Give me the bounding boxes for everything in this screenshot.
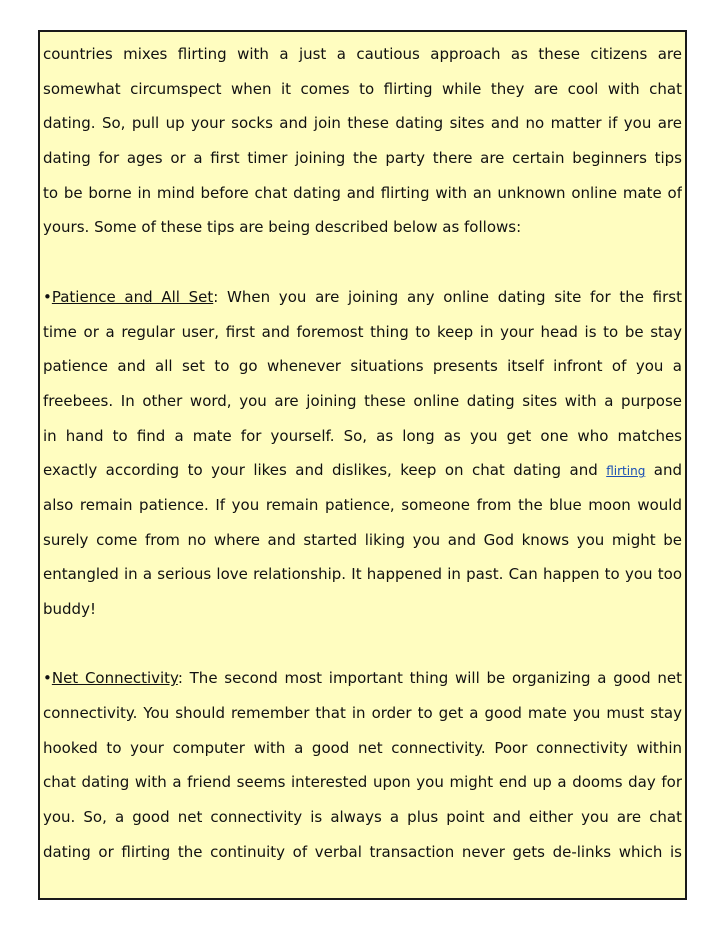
text-line: countries mixes flirting with a just a cautious approach as these citizens are bbox=[43, 45, 682, 63]
bullet: • bbox=[43, 669, 52, 688]
section-heading-line bbox=[43, 287, 682, 322]
text-line: also remain patience. If you remain patience, someone from the blue moon would bbox=[43, 495, 682, 514]
section-heading-line bbox=[43, 668, 682, 703]
text-line: to be borne in mind before chat dating and flirting with an unknown online mate of bbox=[43, 183, 682, 202]
text-line: dating for ages or a first timer joining the party there are certain beginners tips bbox=[43, 149, 682, 168]
text-line: dating or flirting the continuity of verbal transaction never gets de-links which is bbox=[43, 842, 682, 861]
text-line: in hand to find a mate for yourself. So, as long as you get one who matches bbox=[43, 426, 682, 445]
text-line: patience and all set to go whenever situations presents itself infront of you a bbox=[43, 357, 682, 376]
text-span: and bbox=[645, 461, 682, 480]
flirting-link[interactable]: flirting bbox=[606, 464, 646, 479]
document-page bbox=[38, 30, 687, 900]
text-line: entangled in a serious love relationship. It happened in past. Can happen to you too bbox=[43, 565, 682, 584]
text-line: yours. Some of these tips are being described below as follows: bbox=[43, 218, 522, 237]
text-line: you. So, a good net connectivity is always a plus point and either you are chat bbox=[43, 808, 682, 827]
text-span: : The second most important thing will be organizing a good net bbox=[177, 669, 682, 688]
text-line: freebees. In other word, you are joining these online dating sites with a purpose bbox=[43, 391, 682, 410]
text-line: buddy! bbox=[43, 600, 96, 618]
document-body bbox=[43, 44, 682, 877]
section-heading-patience: Patience and All Set bbox=[51, 287, 214, 306]
blank-line bbox=[43, 634, 682, 669]
text-span: : When you are joining any online dating site for the first bbox=[213, 287, 682, 306]
bullet: • bbox=[43, 287, 52, 306]
text-line: dating. So, pull up your socks and join these dating sites and no matter if you are bbox=[43, 114, 682, 133]
text-line-with-link bbox=[43, 460, 682, 495]
text-line: time or a regular user, first and foremost thing to keep in your head is to be stay bbox=[43, 322, 682, 341]
text-line: hooked to your computer with a good net connectivity. Poor connectivity within bbox=[43, 738, 682, 757]
blank-line bbox=[43, 252, 682, 287]
text-span: exactly according to your likes and dislikes, keep on chat dating and bbox=[43, 461, 607, 480]
text-line: surely come from no where and started liking you and God knows you might be bbox=[43, 530, 682, 549]
text-line: chat dating with a friend seems interested upon you might end up a dooms day for bbox=[43, 773, 682, 792]
text-line: connectivity. You should remember that in order to get a good mate you must stay bbox=[43, 704, 682, 723]
section-heading-net-connectivity: Net Connectivity bbox=[51, 669, 178, 688]
text-line: somewhat circumspect when it comes to flirting while they are cool with chat bbox=[43, 79, 682, 98]
